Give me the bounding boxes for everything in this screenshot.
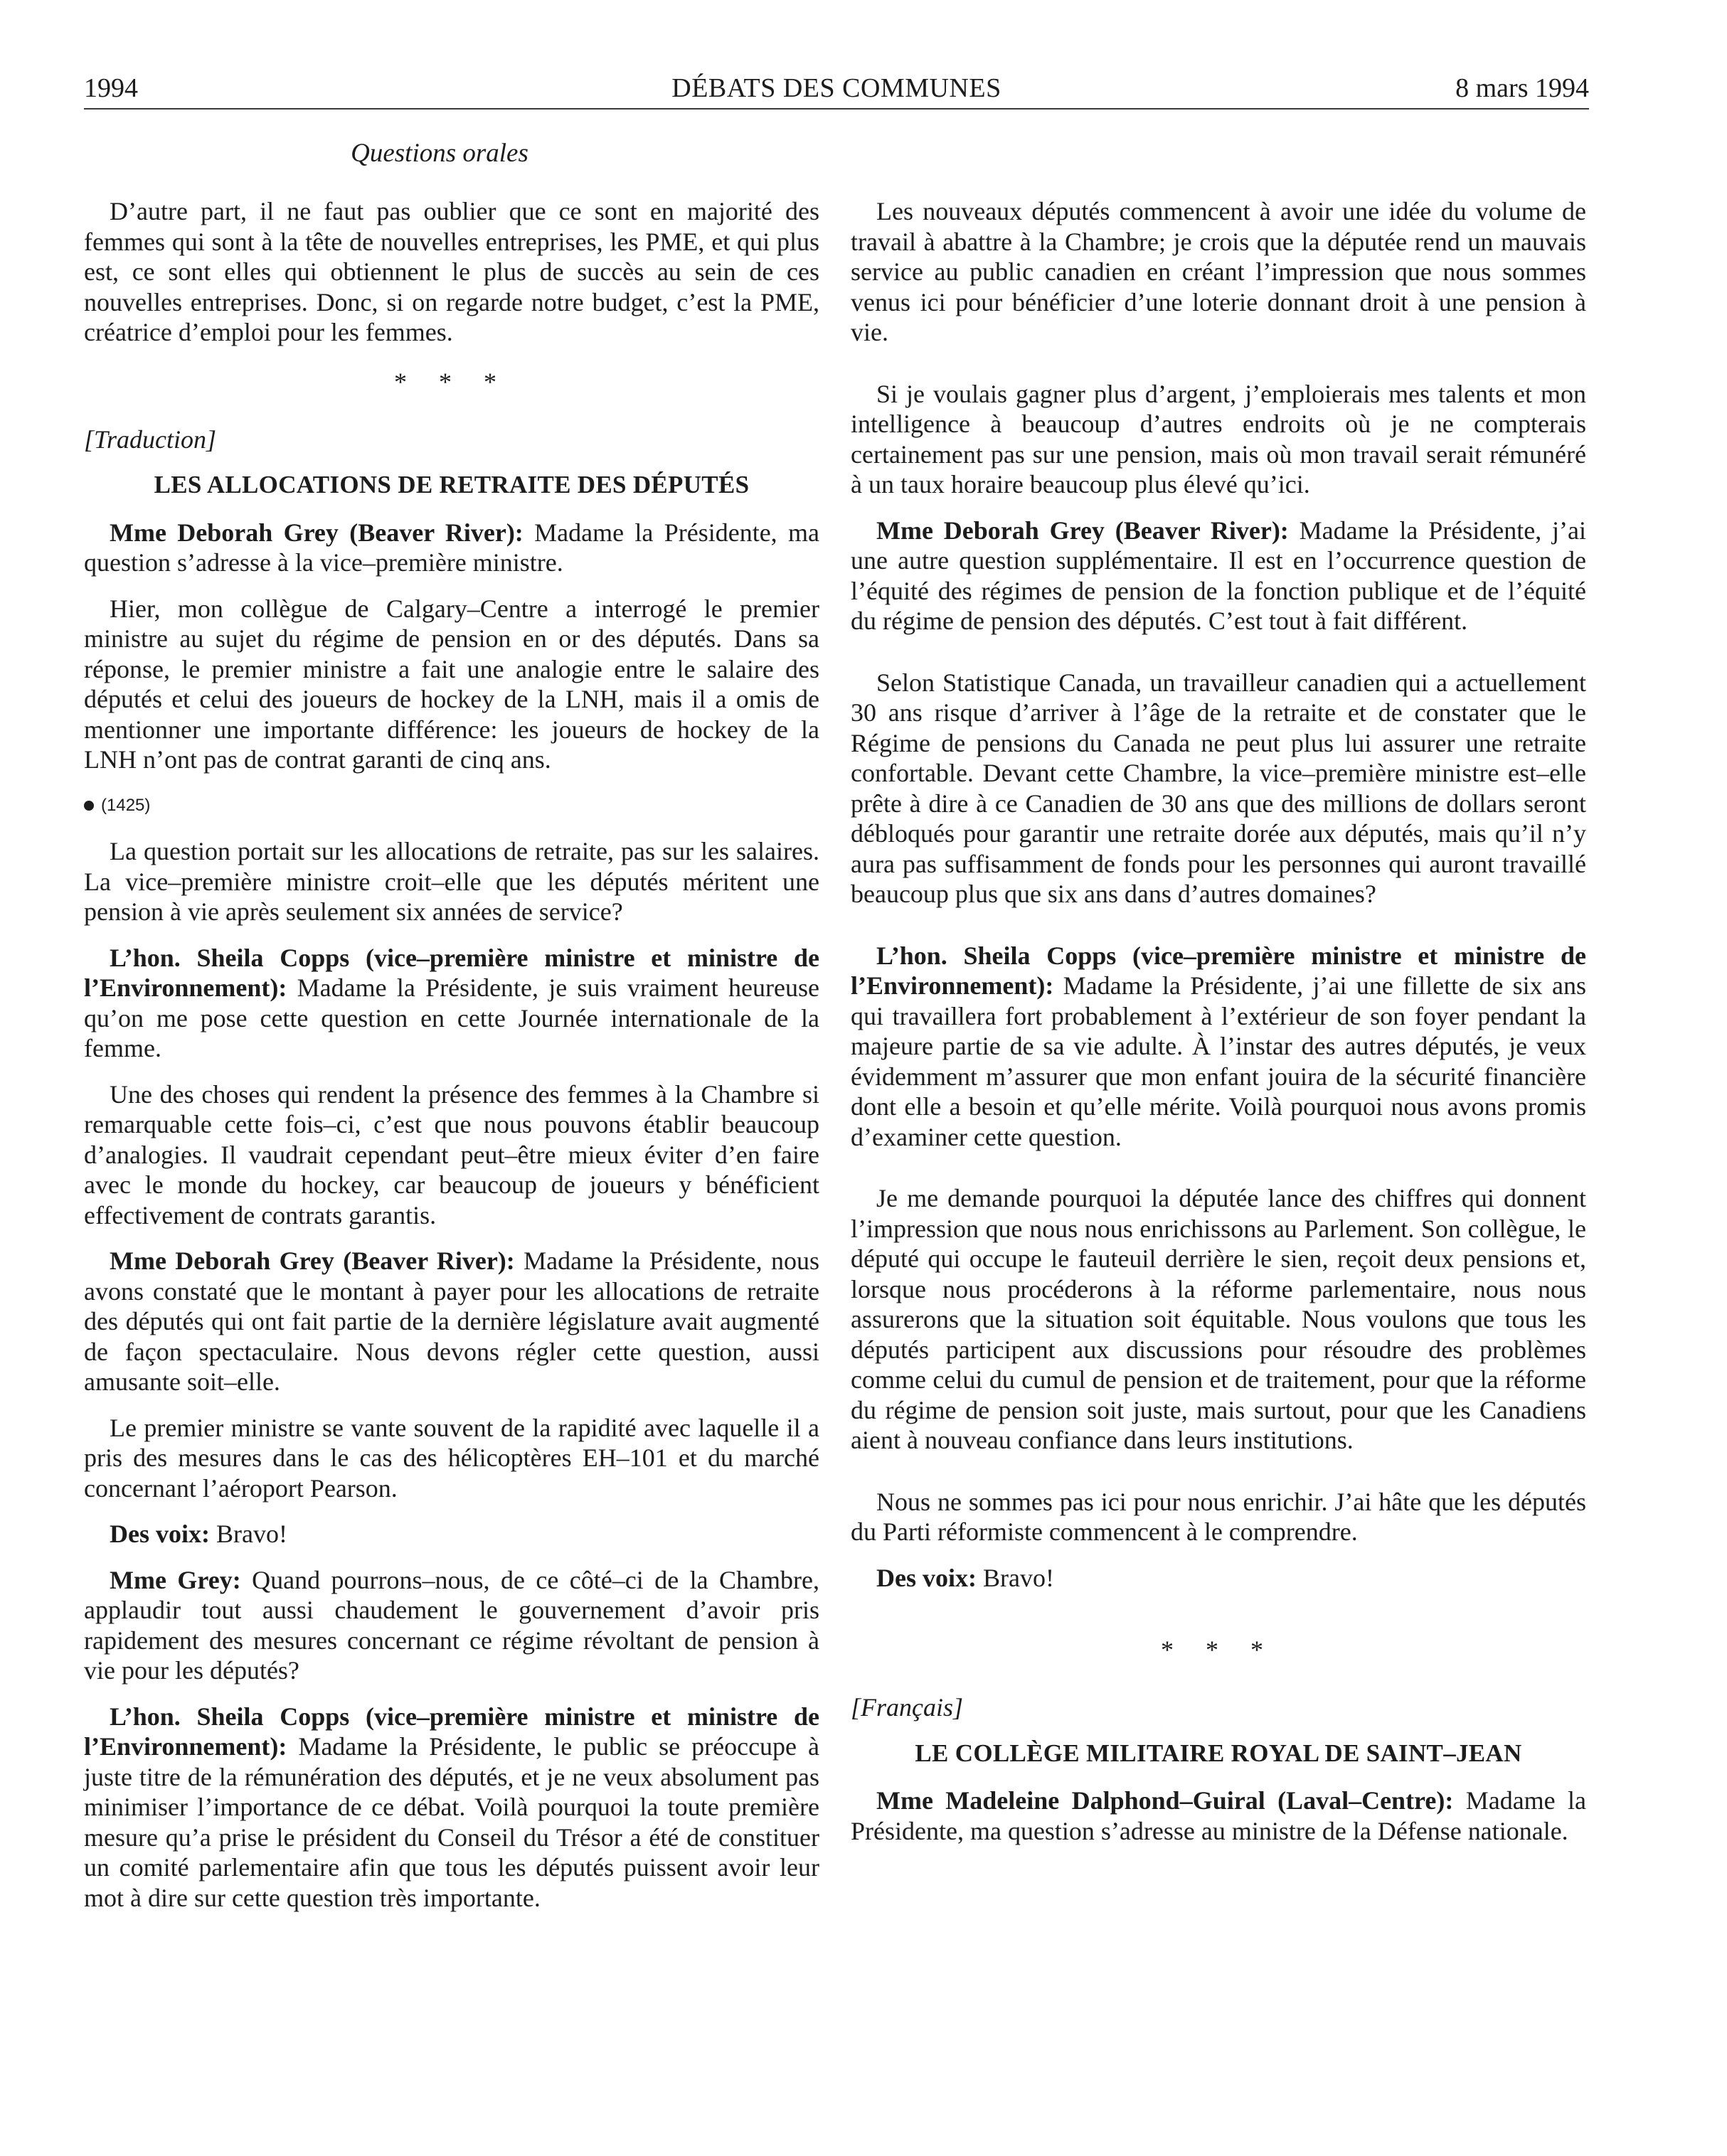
- section-separator: * * *: [394, 367, 509, 396]
- language-note: [Traduction]: [84, 425, 217, 454]
- section-heading: LE COLLÈGE MILITAIRE ROYAL DE SAINT–JEAN: [915, 1739, 1522, 1767]
- bullet-icon: [84, 801, 94, 811]
- publication-title: DÉBATS DES COMMUNES: [671, 73, 1001, 103]
- speech-text: Bravo!: [209, 1520, 287, 1548]
- speech: [84, 1565, 819, 1686]
- speech: [84, 1702, 819, 1914]
- speaker-name: Mme Deborah Grey (Beaver River):: [876, 516, 1289, 545]
- speech-text: Madame la Présidente, nous avons constaté que le montant à payer pour les allocations de retraite des députés qui ont fait partie de la dernière législature avait augmenté de façon spectaculaire. Nous devons régler cette question, aussi amusante soit–elle.: [84, 1247, 819, 1396]
- paragraph: D’autre part, il ne faut pas oublier que ce sont en majorité des femmes qui sont à la tête de nouvelles entreprises, les PME, et qui plus est, ce sont elles qui obtiennent le plus de succès au sein de ces nouvelles entreprises. Donc, si on regarde notre budget, c’est la PME, créatrice d’emploi pour les femmes.: [84, 197, 819, 346]
- speech-text: Madame la Présidente, j’ai une fillette de six ans qui travaillera fort probablement à l’extérieur de son foyer pendant la majeure partie de sa vie adulte. À l’instar des autres députés, je veux évidemment m’assurer que mon enfant jouira de la sécurité financière dont elle a besoin et qu’elle mérite. Voilà pourquoi nous avons promis d’examiner cette question.: [851, 971, 1586, 1151]
- speech: [851, 941, 1586, 1153]
- speech: [851, 1563, 1586, 1594]
- speech-text: Madame la Présidente, je suis vraiment heureuse qu’on me pose cette question en cette Journée internationale de la femme.: [84, 973, 819, 1062]
- language-note: [Français]: [851, 1693, 964, 1722]
- speaker-name: Des voix:: [876, 1563, 977, 1592]
- speech: [851, 516, 1586, 636]
- speech-text: Madame la Présidente, le public se préoccupe à juste titre de la rémunération des députés, et je ne veux absolument pas minimiser l’importance de ce débat. Voilà pourquoi la toute première mesure qu’a prise le président du Conseil du Trésor a été de constituer un comité parlementaire afin que tous les députés puissent avoir leur mot à dire sur cette question très importante.: [84, 1732, 819, 1912]
- paragraph: Hier, mon collègue de Calgary–Centre a interrogé le premier ministre au sujet du régime de pension en or des députés. Dans sa réponse, le premier ministre a fait une analogie entre le salaire des députés et celui des joueurs de hockey de la LNH, mais il a omis de mentionner une importante différence: les joueurs de hockey de la LNH n’ont pas de contrat garanti de cinq ans.: [84, 594, 819, 774]
- paragraph: Nous ne sommes pas ici pour nous enrichir. J’ai hâte que les députés du Parti réformiste commencent à le comprendre.: [851, 1487, 1586, 1546]
- paragraph: Selon Statistique Canada, un travailleur canadien qui a actuellement 30 ans risque d’arriver à l’âge de la retraite et de constater que le Régime de pensions du Canada ne peut plus lui assurer une retraite confortable. Devant cette Chambre, la vice–première ministre est–elle prête à dire à ce Canadien de 30 ans que des millions de dollars seront débloqués pour garantir une retraite dorée aux députés, mais qu’il n’y aura pas suffisamment de fonds pour les personnes qui auront travaillé beaucoup plus que six ans dans d’autres domaines?: [851, 668, 1586, 908]
- time-marker-text: (1425): [101, 795, 151, 815]
- speaker-name: L’hon. Sheila Copps (vice–première ministre et ministre de l’Environnement):: [851, 941, 1586, 1000]
- page-header: [84, 68, 1589, 108]
- speaker-name: Mme Deborah Grey (Beaver River):: [110, 518, 524, 547]
- page-number: 1994: [84, 73, 138, 103]
- paragraph: Une des choses qui rendent la présence des femmes à la Chambre si remarquable cette fois–ci, c’est que nous pouvons établir beaucoup d’analogies. Il vaudrait cependant peut–être mieux éviter d’en faire avec le monde du hockey, car beaucoup de joueurs y bénéficient effectivement de contrats garantis.: [84, 1079, 819, 1229]
- time-marker: [84, 791, 819, 821]
- speaker-name: Mme Grey:: [110, 1565, 241, 1594]
- speaker-name: L’hon. Sheila Copps (vice–première ministre et ministre de l’Environnement):: [84, 943, 819, 1002]
- paragraph: Je me demande pourquoi la députée lance des chiffres qui donnent l’impression que nous nous enrichissons au Parlement. Son collègue, le député qui occupe le fauteuil derrière le sien, reçoit deux pensions et, lorsque nous procéderons à la réforme parlementaire, nous nous assurerons que la situation soit équitable. Nous voulons que tous les députés participent aux discussions pour résoudre des problèmes comme celui du cumul de pension et de traitement, pour que la réforme du régime de pension soit juste, mais surtout, pour que les Canadiens aient à nouveau confiance dans leurs institutions.: [851, 1184, 1586, 1454]
- speech: [84, 943, 819, 1064]
- speech: [84, 518, 819, 578]
- right-column: [851, 196, 1586, 1862]
- paragraph: Si je voulais gagner plus d’argent, j’emploierais mes talents et mon intelligence à beaucoup d’autres endroits où je ne compterais certainement pas sur une pension, mais où mon travail serait rémunéré à un taux horaire beaucoup plus élevé qu’ici.: [851, 379, 1586, 498]
- speech: [851, 1786, 1586, 1846]
- left-column: [84, 196, 819, 1928]
- section-separator: * * *: [1161, 1635, 1276, 1664]
- speech-text: Madame la Présidente, j’ai une autre question supplémentaire. Il est en l’occurrence question de l’équité des régimes de pension de la fonction publique et de l’équité du régime de pension des députés. C’est tout à fait différent.: [851, 516, 1586, 635]
- speech-text: Madame la Présidente, ma question s’adresse à la vice–première ministre.: [84, 518, 819, 577]
- section-label: Questions orales: [351, 139, 528, 168]
- publication-date: 8 mars 1994: [1455, 73, 1589, 103]
- speaker-name: Mme Madeleine Dalphond–Guiral (Laval–Centre):: [876, 1786, 1454, 1815]
- speech: [84, 1519, 819, 1549]
- paragraph: Les nouveaux députés commencent à avoir une idée du volume de travail à abattre à la Chambre; je crois que la députée rend un mauvais service au public canadien en créant l’impression que nous sommes venus ici pour bénéficier d’une loterie donnant droit à une pension à vie.: [851, 197, 1586, 346]
- header-rule: [84, 108, 1589, 110]
- speech-text: Madame la Présidente, ma question s’adresse au ministre de la Défense nationale.: [851, 1786, 1586, 1845]
- speaker-name: Mme Deborah Grey (Beaver River):: [110, 1247, 515, 1275]
- speaker-name: Des voix:: [110, 1520, 210, 1548]
- speaker-name: L’hon. Sheila Copps (vice–première ministre et ministre de l’Environnement):: [84, 1702, 819, 1761]
- speech-text: Quand pourrons–nous, de ce côté–ci de la Chambre, applaudir tout aussi chaudement le gouvernement d’avoir pris rapidement des mesures concernant ce régime révoltant de pension à vie pour les députés?: [84, 1565, 819, 1685]
- paragraph: La question portait sur les allocations de retraite, pas sur les salaires. La vice–première ministre croit–elle que les députés méritent une pension à vie après seulement six années de service?: [84, 837, 819, 926]
- section-heading: LES ALLOCATIONS DE RETRAITE DES DÉPUTÉS: [154, 471, 750, 498]
- speech-text: Bravo!: [976, 1563, 1054, 1592]
- speech: [84, 1246, 819, 1397]
- paragraph: Le premier ministre se vante souvent de la rapidité avec laquelle il a pris des mesures dans le cas des hélicoptères EH–101 et du marché concernant l’aéroport Pearson.: [84, 1413, 819, 1503]
